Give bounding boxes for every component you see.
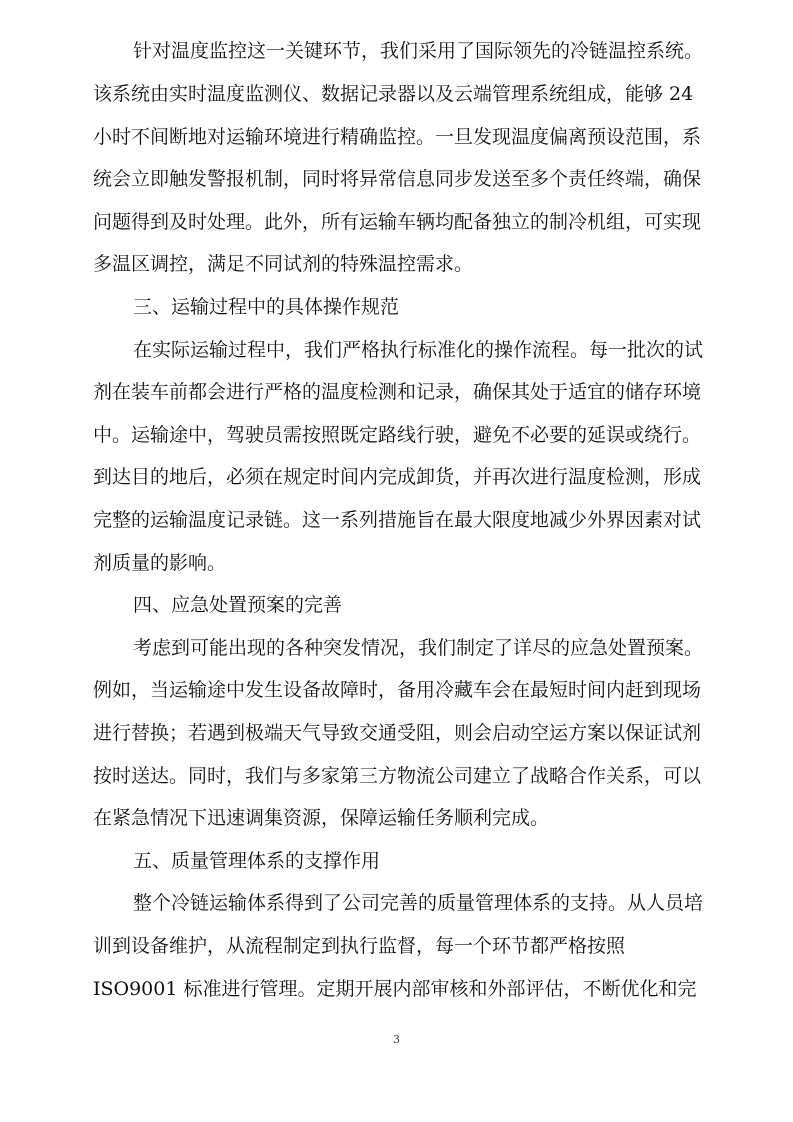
paragraph-line: ISO9001 标准进行管理。定期开展内部审核和外部评估，不断优化和完 [93,978,697,1000]
paragraph-line: 进行替换；若遇到极端天气导致交通受阻，则会启动空运方案以保证试剂 [93,722,702,744]
paragraph-line: 剂在装车前都会进行严格的温度检测和记录，确保其处于适宜的储存环境 [93,381,702,403]
paragraph-line: 到达目的地后，必须在规定时间内完成卸货，并再次进行温度检测，形成 [93,466,702,488]
paragraph-line: 问题得到及时处理。此外，所有运输车辆均配备独立的制冷机组，可实现 [93,211,702,233]
paragraph-line: 例如，当运输途中发生设备故障时，备用冷藏车会在最短时间内赶到现场 [93,679,702,701]
paragraph-line: 完整的运输温度记录链。这一系列措施旨在最大限度地减少外界因素对试 [93,509,702,531]
section-heading: 五、质量管理体系的支撑作用 [133,850,381,872]
paragraph-line: 中。运输途中，驾驶员需按照既定路线行驶，避免不必要的延误或绕行。 [93,424,702,446]
paragraph-line: 整个冷链运输体系得到了公司完善的质量管理体系的支持。从人员培 [133,892,704,914]
paragraph-line: 按时送达。同时，我们与多家第三方物流公司建立了战略合作关系，可以 [93,765,702,787]
paragraph-line: 多温区调控，满足不同试剂的特殊温控需求。 [93,253,474,275]
paragraph-line: 统会立即触发警报机制，同时将异常信息同步发送至多个责任终端，确保 [93,168,702,190]
paragraph-line: 在实际运输过程中，我们严格执行标准化的操作流程。每一批次的试 [133,339,704,361]
paragraph-line: 在紧急情况下迅速调集资源，保障运输任务顺利完成。 [93,807,550,829]
paragraph-line: 该系统由实时温度监测仪、数据记录器以及云端管理系统组成，能够 24 [93,83,694,105]
section-heading: 三、运输过程中的具体操作规范 [133,296,400,318]
paragraph-line: 剂质量的影响。 [93,552,227,574]
section-heading: 四、应急处置预案的完善 [133,594,343,616]
paragraph-line: 针对温度监控这一关键环节，我们采用了国际领先的冷链温控系统。 [133,40,704,62]
paragraph-line: 小时不间断地对运输环境进行精确监控。一旦发现温度偏离预设范围，系 [93,126,702,148]
page-number: 3 [393,1033,400,1046]
paragraph-line: 训到设备维护，从流程制定到执行监督，每一个环节都严格按照 [93,935,626,957]
paragraph-line: 考虑到可能出现的各种突发情况，我们制定了详尽的应急处置预案。 [133,637,704,659]
